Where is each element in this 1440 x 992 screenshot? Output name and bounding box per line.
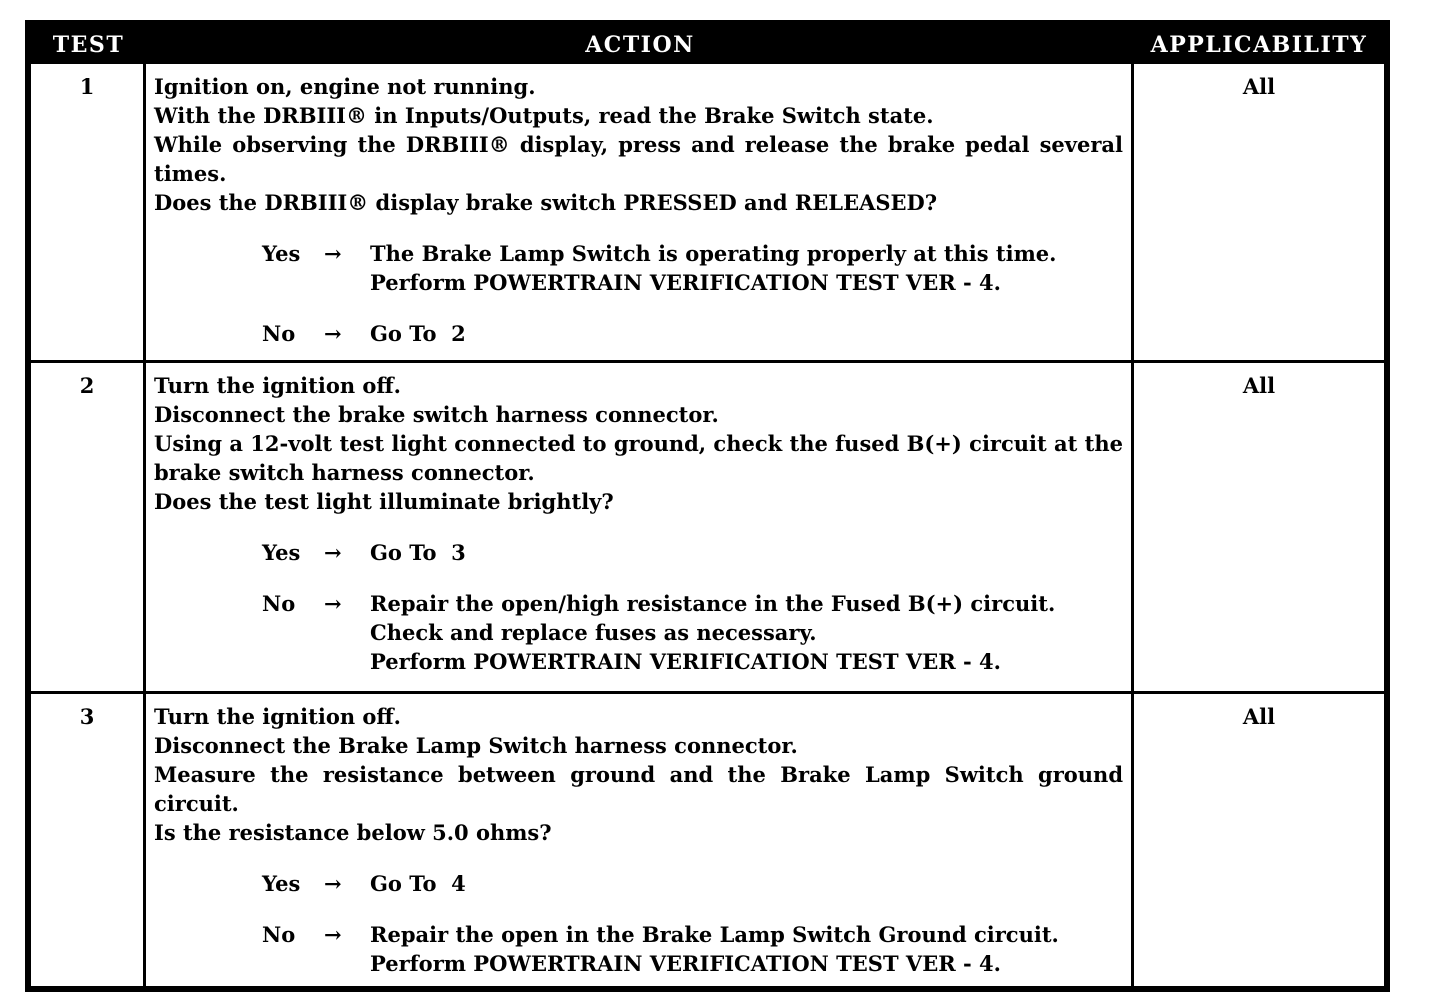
step-line: Using a 12-volt test light connected to ground, check the fused B(+) circuit at the brake switch harness connector. [154,431,1123,485]
applicability-value: All [1242,704,1276,729]
decision-result [370,239,1123,297]
right-arrow-icon: → [324,871,342,896]
result-line: Repair the open in the Brake Lamp Switch Ground circuit. [370,922,1059,947]
decision-result [370,319,1123,348]
applicability-value: All [1242,373,1276,398]
test-row-1 [31,64,1384,360]
test-number: 1 [79,74,95,99]
step-line: Does the test light illuminate brightly? [154,489,614,514]
right-arrow-icon: → [324,540,342,565]
test-row-3 [31,691,1384,986]
decision-result [370,538,1123,567]
result-line: Perform POWERTRAIN VERIFICATION TEST VER - 4. [370,270,1001,295]
decision-yes [262,538,1123,567]
result-line: Go To 2 [370,321,466,346]
test-number: 3 [79,704,95,729]
step-line: With the DRBIII® in Inputs/Outputs, read the Brake Switch state. [154,103,934,128]
result-line: Perform POWERTRAIN VERIFICATION TEST VER - 4. [370,951,1001,976]
table-header [31,26,1384,64]
decision-label: No [262,321,296,346]
decision-list [154,869,1123,978]
action-steps [154,702,1123,847]
applicability-cell [1134,363,1384,691]
result-line: The Brake Lamp Switch is operating properly at this time. [370,241,1057,266]
header-cell-test: TEST [52,32,125,58]
right-arrow-icon: → [324,241,342,266]
action-steps [154,371,1123,516]
decision-no [262,319,1123,348]
decision-label: No [262,922,296,947]
decision-result [370,920,1123,978]
test-number-cell [31,363,146,691]
right-arrow-icon: → [324,321,342,346]
step-line: Disconnect the brake switch harness connector. [154,402,719,427]
test-number-cell [31,694,146,986]
decision-label: Yes [262,871,301,896]
test-number-cell [31,64,146,360]
decision-list [154,538,1123,676]
decision-no [262,589,1123,676]
result-line: Repair the open/high resistance in the Fused B(+) circuit. Check and replace fuses as necessary. [370,591,1063,645]
step-line: Ignition on, engine not running. [154,74,536,99]
test-number: 2 [79,373,95,398]
decision-yes [262,869,1123,898]
header-cell-applicability: APPLICABILITY [1150,32,1368,58]
right-arrow-icon: → [324,922,342,947]
step-line: While observing the DRBIII® display, press and release the brake pedal several times. [154,132,1123,186]
decision-yes [262,239,1123,297]
decision-label: Yes [262,540,301,565]
result-line: Perform POWERTRAIN VERIFICATION TEST VER - 4. [370,649,1001,674]
header-cell-action: ACTION [585,32,695,58]
diagnostic-table [25,20,1390,992]
step-line: Is the resistance below 5.0 ohms? [154,820,552,845]
action-cell [146,64,1134,360]
applicability-cell [1134,694,1384,986]
right-arrow-icon: → [324,591,342,616]
action-steps [154,72,1123,217]
step-line: Measure the resistance between ground and the Brake Lamp Switch ground circuit. [154,762,1123,816]
result-line: Go To 4 [370,871,466,896]
step-line: Turn the ignition off. [154,373,401,398]
result-line: Go To 3 [370,540,466,565]
decision-result [370,589,1123,676]
decision-label: No [262,591,296,616]
decision-list [154,239,1123,348]
decision-no [262,920,1123,978]
test-row-2 [31,360,1384,691]
step-line: Turn the ignition off. [154,704,401,729]
action-cell [146,363,1134,691]
decision-result [370,869,1123,898]
applicability-value: All [1242,74,1276,99]
applicability-cell [1134,64,1384,360]
step-line: Does the DRBIII® display brake switch PRESSED and RELEASED? [154,190,938,215]
decision-label: Yes [262,241,301,266]
step-line: Disconnect the Brake Lamp Switch harness connector. [154,733,798,758]
action-cell [146,694,1134,986]
